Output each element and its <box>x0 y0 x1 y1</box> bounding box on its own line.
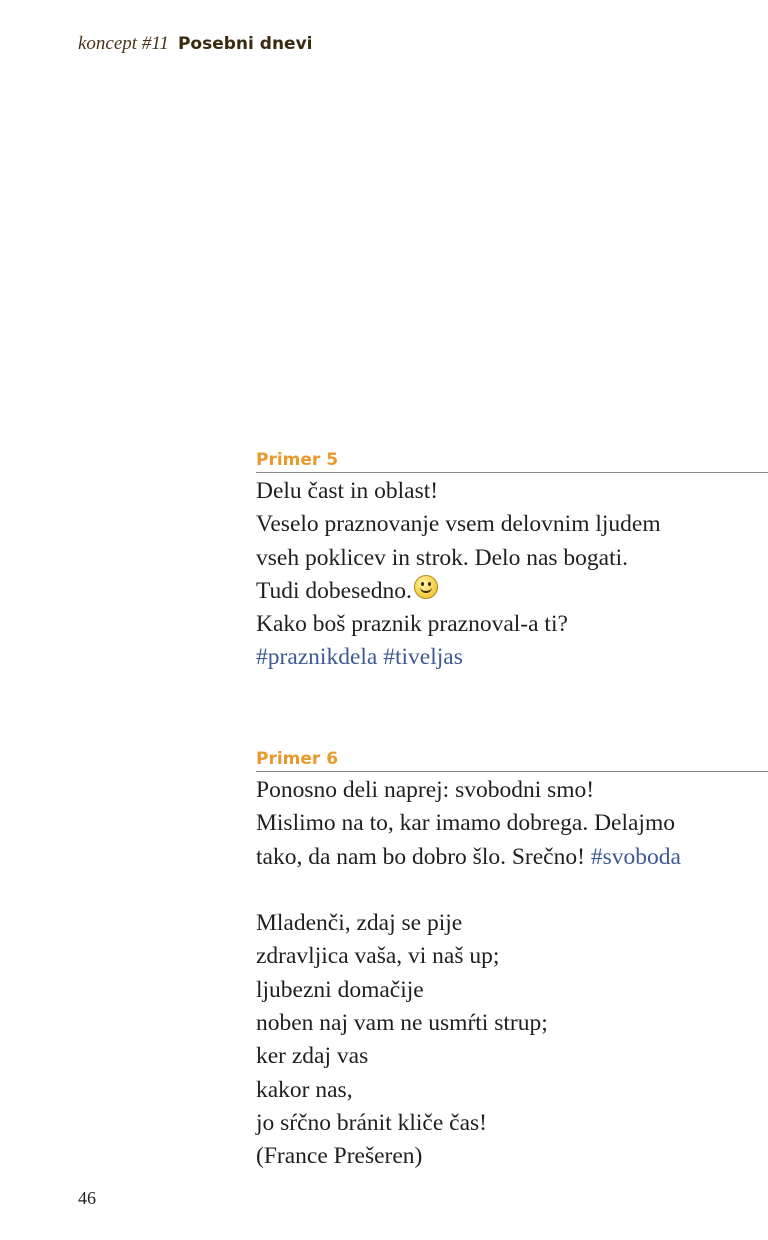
hashtag-link[interactable]: #svoboda <box>590 843 681 870</box>
smiley-icon <box>414 575 438 599</box>
text-line: Kako boš praznik praznoval-a ti? <box>256 611 568 638</box>
example-6 <box>256 749 768 1174</box>
example-6-label: Primer 6 <box>256 749 768 772</box>
hashtag-link[interactable]: #praznikdela #tiveljas <box>256 644 463 671</box>
text-segment: Tudi dobesedno. <box>256 577 412 604</box>
poem-line: noben naj vam ne usmŕti strup; <box>256 1010 548 1037</box>
poem-attribution: (France Prešeren) <box>256 1143 423 1170</box>
paragraph-gap <box>256 874 768 907</box>
text-line-with-hashtag <box>256 841 768 874</box>
poem-line: zdravljica vaša, vi naš up; <box>256 943 500 970</box>
text-line: Mislimo na to, kar imamo dobrega. Delajmo <box>256 810 675 837</box>
example-5-label: Primer 5 <box>256 450 768 473</box>
running-header <box>78 32 312 55</box>
text-line: Ponosno deli naprej: svobodni smo! <box>256 777 595 803</box>
poem-line: kakor nas, <box>256 1076 353 1103</box>
chapter-title: Posebni dnevi <box>177 34 313 54</box>
text-line-with-emoji <box>256 575 768 608</box>
text-line: vseh poklicev in strok. Delo nas bogati. <box>256 544 629 571</box>
example-6-body <box>256 774 768 1174</box>
text-line: Veselo praznovanje vsem delovnim ljudem <box>256 511 661 538</box>
poem-line: ljubezni domačije <box>256 976 424 1003</box>
poem-line: ker zdaj vas <box>256 1043 369 1070</box>
example-5 <box>256 450 768 675</box>
example-5-body <box>256 475 768 675</box>
text-segment: tako, da nam bo dobro šlo. Srečno! <box>256 843 585 870</box>
text-line: Delu čast in oblast! <box>256 478 439 504</box>
poem-line: Mladenči, zdaj se pije <box>256 910 463 937</box>
concept-number: koncept #11 <box>78 33 169 54</box>
poem-line: jo sŕčno bránit kliče čas! <box>256 1109 487 1136</box>
page-number: 46 <box>78 1188 96 1208</box>
